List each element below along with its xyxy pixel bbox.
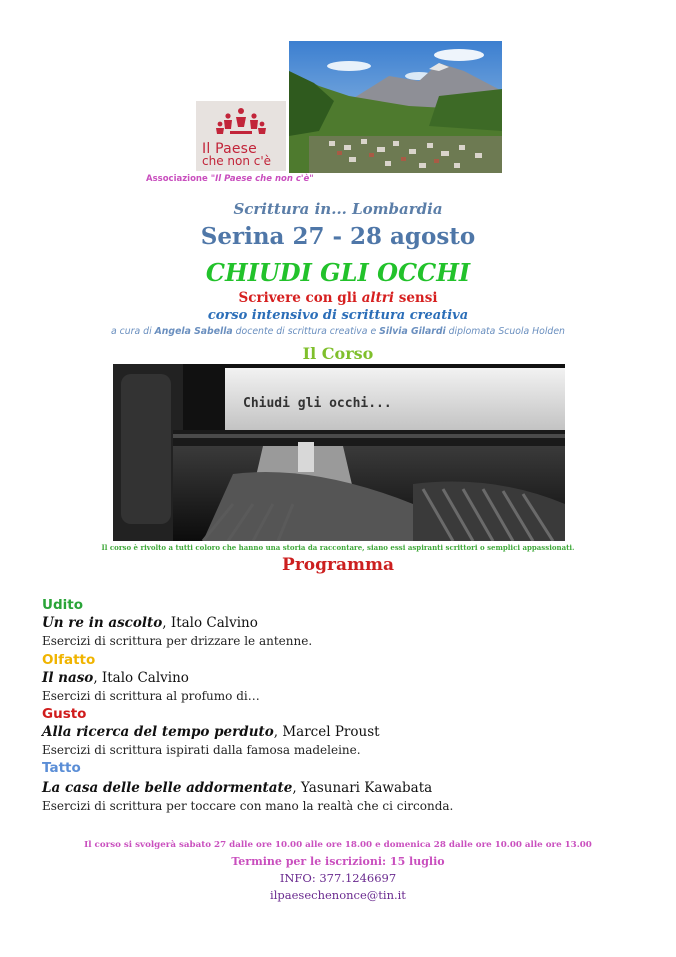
association-logo: [196, 101, 286, 171]
association-caption: Associazione "Il Paese che non c'è": [146, 174, 314, 184]
contact-email[interactable]: ilpaesechenonce@tin.it: [270, 888, 406, 902]
exercise-description: Esercizi di scrittura ispirati dalla famosa madeleine.: [42, 743, 361, 757]
sense-heading-tatto: Tatto: [42, 760, 81, 776]
exercise-description: Esercizi di scrittura per toccare con mano la realtà che ci circonda.: [42, 799, 454, 813]
sense-heading-gusto: Gusto: [42, 706, 87, 722]
registration-deadline: Termine per le iscrizioni: 15 luglio: [231, 855, 445, 868]
event-tagline: Scrivere con gli altri sensi: [238, 290, 438, 306]
book-line: Alla ricerca del tempo perduto, Marcel Proust: [42, 724, 380, 740]
course-heading: Il Corso: [302, 344, 374, 363]
event-subtitle: Scrittura in... Lombardia: [233, 200, 443, 218]
course-target-text: Il corso è rivolto a tutti coloro che hanno una storia da raccontare, siano essi aspiranti scrittori o semplici appassionati.: [101, 543, 575, 552]
mountain-village-photo: [289, 41, 502, 173]
course-credits: a cura di Angela Sabella docente di scrittura creativa e Silvia Gilardi diplomata Scuola Holden: [111, 326, 565, 337]
info-phone: INFO: 377.1246697: [279, 871, 397, 885]
course-type: corso intensivo di scrittura creativa: [207, 308, 469, 323]
event-title: CHIUDI GLI OCCHI: [205, 258, 471, 287]
exercise-description: Esercizi di scrittura al profumo di…: [42, 689, 260, 703]
typewriter-photo: [113, 364, 565, 541]
logo-text-line2: che non c'è: [202, 154, 272, 168]
course-schedule: Il corso si svolgerà sabato 27 dalle ore 10.00 alle ore 18.00 e domenica 28 dalle ore 10.00 alle ore 13.00: [84, 840, 592, 850]
book-line: Il naso, Italo Calvino: [42, 670, 189, 686]
logo-text-line1: Il Paese: [202, 141, 257, 157]
event-date-location: Serina 27 - 28 agosto: [200, 223, 476, 250]
people-circle-icon: [214, 107, 268, 135]
program-heading: Programma: [282, 555, 394, 575]
sense-heading-olfatto: Olfatto: [42, 652, 96, 668]
exercise-description: Esercizi di scrittura per drizzare le antenne.: [42, 634, 313, 648]
typewriter-text: Chiudi gli occhi...: [243, 396, 392, 411]
book-line: Un re in ascolto, Italo Calvino: [42, 615, 258, 631]
book-line: La casa delle belle addormentate, Yasunari Kawabata: [42, 780, 433, 796]
sense-heading-udito: Udito: [42, 597, 83, 613]
